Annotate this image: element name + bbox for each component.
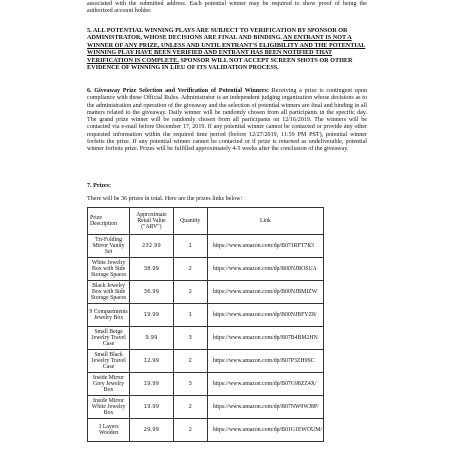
paragraph-fragment: associated with the submitted address. Each potential winner may be required to show proof of being the authorized account holder. [87, 1, 367, 15]
section-6-heading: 6. Giveaway Prize Selection and Verification of Potential Winners: [87, 88, 269, 94]
prize-value: 38.99 [130, 258, 173, 281]
prize-link[interactable]: https://www.amazon.com/dp/B00NJBMIZW [207, 281, 323, 304]
prize-quantity: 2 [173, 281, 207, 304]
prize-value: 29.99 [130, 419, 173, 442]
prize-link[interactable]: https://www.amazon.com/dp/B01G1EWOUM/ [207, 419, 323, 442]
table-row [88, 373, 324, 396]
table-row [88, 419, 324, 442]
section-5-tail: SPONSOR WILL NOT ACCEPT SCREEN SHOTS OR OTHER EVIDENCE OF WINNING IN LIEU OF ITS VALIDATION PROCESS. [87, 56, 353, 72]
prize-description: Small Black Jewelry Travel Case [88, 350, 130, 373]
section-5-plain: 5. ALL POTENTIAL WINNING PLAYS ARE SUBJECT TO VERIFICATION BY SPONSOR OR ADMINISTRATOR, WHOSE DECISIONS ARE FINAL AND BINDING. [87, 27, 348, 42]
prize-value: 19.99 [130, 396, 173, 419]
prize-quantity: 2 [173, 258, 207, 281]
prize-link[interactable]: https://www.amazon.com/dp/B00NJBOSUA [207, 258, 323, 281]
prize-value: 19.99 [130, 304, 173, 327]
header-retail-value: Approximate Retail Value ("ARV") [130, 208, 173, 235]
prize-description: 9 Compartments Jewelry Box [88, 304, 130, 327]
section-5-underlined: AN ENTRANT IS NOT A WINNER OF ANY PRIZE, UNLESS AND UNTIL ENTRANT'S ELIGIBILITY AND THE POTENTIAL WINNING PLAY HAVE BEEN VERIFIED AND ENTRANT HAS BEEN NOTIFIED THAT VERIFICATION IS COMPLETE. [87, 34, 366, 64]
prize-quantity: 3 [173, 373, 207, 396]
table-header-row [88, 208, 324, 235]
table-row [88, 327, 324, 350]
prize-description: Tri-Folding Mirror Vanity Set [88, 235, 130, 258]
table-row [88, 235, 324, 258]
prize-link[interactable]: https://www.amazon.com/dp/B07G98ZZ4X/ [207, 373, 323, 396]
prize-quantity: 1 [173, 235, 207, 258]
header-prize-description: Prize Description [88, 208, 130, 235]
prize-link[interactable]: https://www.amazon.com/dp/B07P3ZH9SC [207, 350, 323, 373]
prize-quantity: 2 [173, 419, 207, 442]
prize-link[interactable]: https://www.amazon.com/dp/B07B4BM2HN [207, 327, 323, 350]
prize-quantity: 3 [173, 327, 207, 350]
table-row [88, 304, 324, 327]
table-row [88, 350, 324, 373]
header-link: Link [207, 208, 323, 235]
prize-quantity: 2 [173, 350, 207, 373]
header-quantity: Quantity [173, 208, 207, 235]
prize-value: 36.99 [130, 281, 173, 304]
prize-description: Inside Mirror Grey Jewelry Box [88, 373, 130, 396]
prize-link[interactable]: https://www.amazon.com/dp/B071RFT7R3 [207, 235, 323, 258]
prize-value: 232.99 [130, 235, 173, 258]
prize-value: 9.99 [130, 327, 173, 350]
section-6-body: Receiving a prize is contingent upon compliance with these Official Rules. Administrator is an independent judging organization whose decisions as to the administration and operation of the giveaway and the selection of potential winners are final and binding in all matters related to the giveaway. Daily winner will be randomly chosen from all participants in the specific day. The grand prize winner will be randomly chosen from all participants on 12/16/2019. The winners will be contacted via e-mail before December 17, 2019. If any potential winner cannot be contacted or provide any other requested information within the required time period (before 12/27/2019, 11:59 PM PST), potential winner forfeits the prize. If any potential winner cannot be contacted or if prize is returned as undeliverable, potential winner forfeits prize. Prizes will be fulfilled approximately 4-5 weeks after the conclusion of the giveaway. [87, 88, 367, 153]
prize-value: 12.99 [130, 350, 173, 373]
prize-description: 3 Layers Wooden [88, 419, 130, 442]
section-6-selection [87, 88, 367, 154]
section-5-verification [87, 27, 367, 71]
prize-description: Inside Mirror White Jewelry Box [88, 396, 130, 419]
prize-description: Small Beige Jewelry Travel Case [88, 327, 130, 350]
prize-link[interactable]: https://www.amazon.com/dp/B07NW9WJ8P/ [207, 396, 323, 419]
prize-quantity: 1 [173, 304, 207, 327]
prize-description: Black Jewelry Box with Side Storage Spaces [88, 281, 130, 304]
section-7-heading: 7. Prizes: [87, 183, 112, 189]
table-row [88, 396, 324, 419]
prize-quantity: 2 [173, 396, 207, 419]
table-row [88, 258, 324, 281]
prizes-intro: There will be 36 prizes in total. Here are the prizes links below: [87, 196, 243, 202]
prize-link[interactable]: https://www.amazon.com/dp/B00NJBFYZ8/ [207, 304, 323, 327]
table-row [88, 281, 324, 304]
prize-description: White Jewelry Box with Side Storage Spaces [88, 258, 130, 281]
prizes-table [87, 207, 324, 442]
prize-value: 19.99 [130, 373, 173, 396]
